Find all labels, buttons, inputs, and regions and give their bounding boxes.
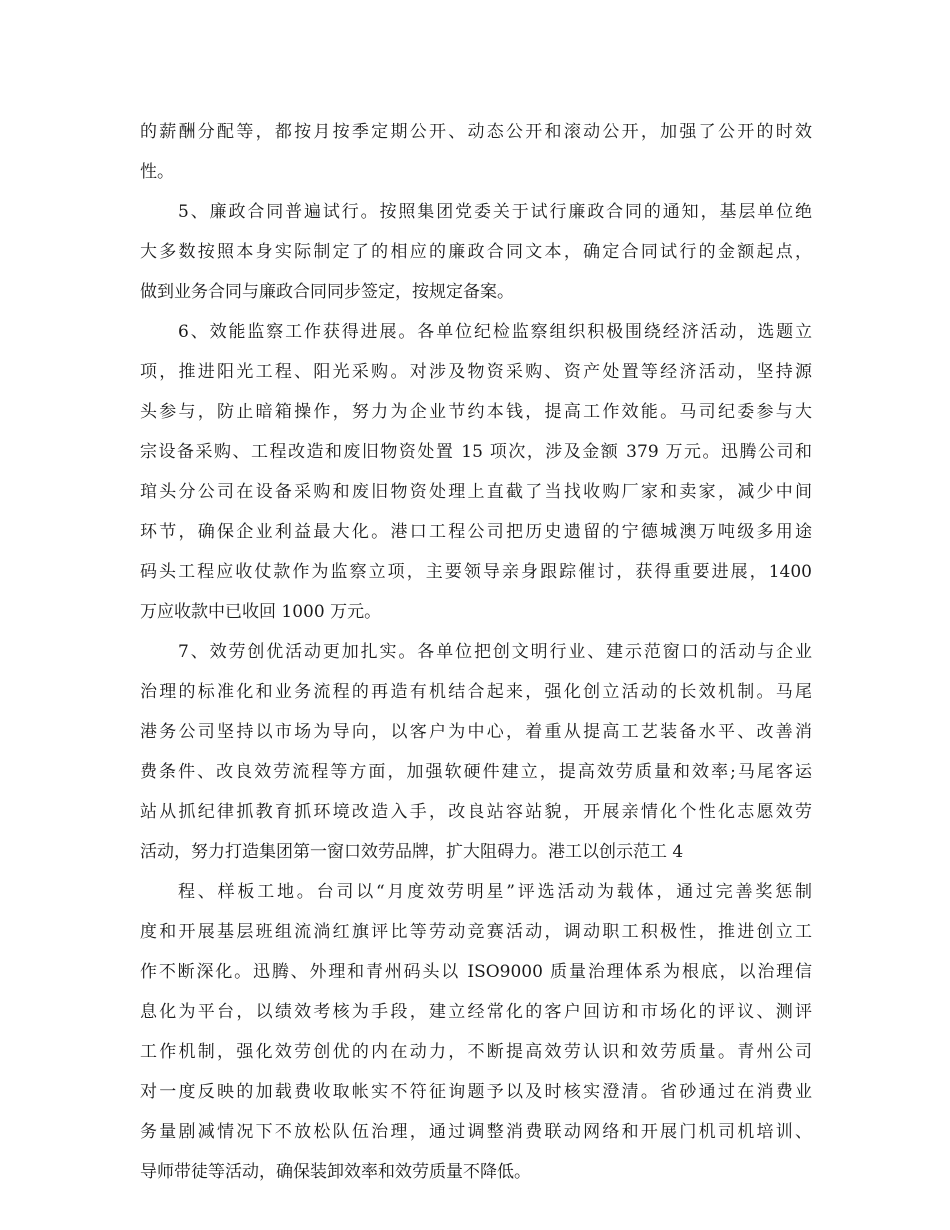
text-line: 导师带徒等活动，确保装卸效率和效劳质量不降低。: [140, 1162, 531, 1182]
text-line: 宗设备采购、工程改造和废旧物资处置 15 项次，涉及金额 379 万元。迅腾公司和: [140, 442, 812, 462]
text-line: 对一度反映的加载费收取帐实不符征询题予以及时核实澄清。省砂通过在消费业: [140, 1082, 812, 1102]
text-line: 性。: [140, 162, 174, 182]
text-line: 工作机制，强化效劳创优的内在动力，不断提高效劳认识和效劳质量。青州公司: [140, 1042, 812, 1062]
text-line: 务量剧减情况下不放松队伍治理，通过调整消费联动网络和开展门机司机培训、: [140, 1122, 812, 1142]
text-line: 港务公司坚持以市场为导向，以客户为中心，着重从提高工艺装备水平、改善消: [140, 722, 812, 742]
document-body: [140, 112, 812, 1192]
text-line: 7、效劳创优活动更加扎实。各单位把创文明行业、建示范窗口的活动与企业: [178, 642, 812, 662]
text-line: 活动，努力打造集团第一窗口效劳品牌，扩大阻碍力。港工以创示范工 4: [140, 842, 684, 862]
text-line: 做到业务合同与廉政合同同步签定，按规定备案。: [140, 282, 514, 302]
text-line: 作不断深化。迅腾、外理和青州码头以 ISO9000 质量治理体系为根底，以治理信: [140, 962, 812, 982]
text-line: 程、样板工地。台司以“月度效劳明星”评选活动为载体，通过完善奖惩制: [178, 882, 812, 902]
text-line: 费条件、改良效劳流程等方面，加强软硬件建立，提高效劳质量和效率;马尾客运: [140, 762, 812, 782]
text-line: 息化为平台，以绩效考核为手段，建立经常化的客户回访和市场化的评议、测评: [140, 1002, 812, 1022]
text-line: 大多数按照本身实际制定了的相应的廉政合同文本，确定合同试行的金额起点，: [140, 242, 812, 262]
text-line: 站从抓纪律抓教育抓环境改造入手，改良站容站貌，开展亲情化个性化志愿效劳: [140, 802, 812, 822]
text-line: 5、廉政合同普遍试行。按照集团党委关于试行廉政合同的通知，基层单位绝: [178, 202, 812, 222]
text-line: 度和开展基层班组流淌红旗评比等劳动竞赛活动，调动职工积极性，推进创立工: [140, 922, 812, 942]
text-line: 万应收款中已收回 1000 万元。: [140, 602, 382, 622]
text-line: 码头工程应收仗款作为监察立项，主要领导亲身跟踪催讨，获得重要进展，1400: [140, 562, 812, 582]
text-line: 头参与，防止暗箱操作，努力为企业节约本钱，提高工作效能。马司纪委参与大: [140, 402, 812, 422]
text-line: 6、效能监察工作获得进展。各单位纪检监察组织积极围绕经济活动，选题立: [178, 322, 812, 342]
text-line: 琯头分公司在设备采购和废旧物资处理上直截了当找收购厂家和卖家，减少中间: [140, 482, 812, 502]
text-line: 的薪酬分配等，都按月按季定期公开、动态公开和滚动公开，加强了公开的时效: [140, 122, 812, 142]
text-line: 项，推进阳光工程、阳光采购。对涉及物资采购、资产处置等经济活动，坚持源: [140, 362, 812, 382]
text-line: 环节，确保企业利益最大化。港口工程公司把历史遗留的宁德城澳万吨级多用途: [140, 522, 812, 542]
text-line: 治理的标准化和业务流程的再造有机结合起来，强化创立活动的长效机制。马尾: [140, 682, 812, 702]
